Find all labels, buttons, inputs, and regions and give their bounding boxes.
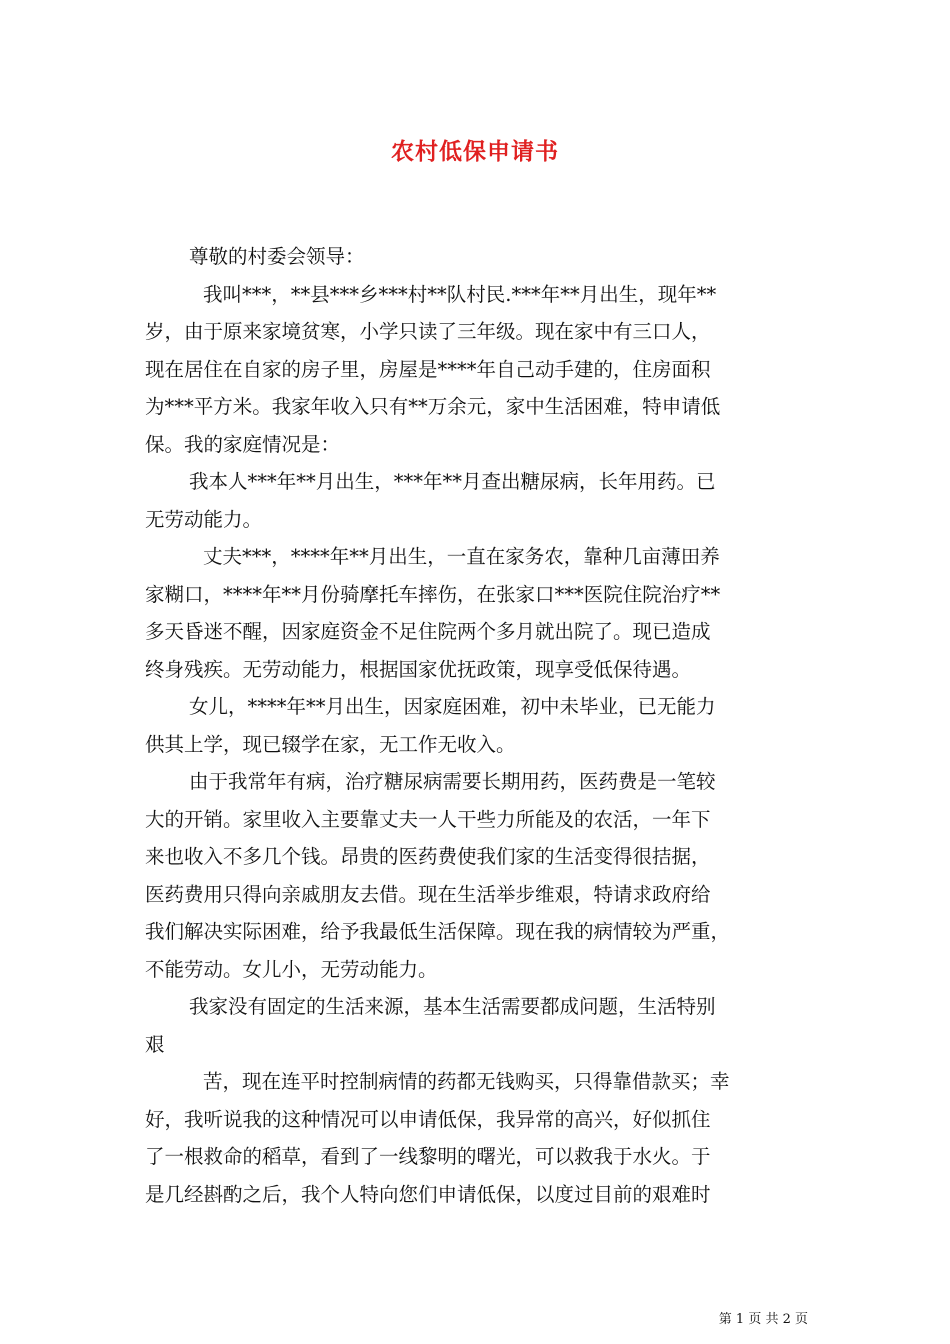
paragraph-line: 我本人***年**月出生，***年**月查出糖尿病，长年用药。已 xyxy=(189,470,716,493)
paragraph-line: 供其上学，现已辍学在家，无工作无收入。 xyxy=(145,732,516,756)
paragraph-line: 我叫***，**县***乡***村**队村民.***年**月出生，现年** xyxy=(203,282,717,306)
paragraph-line: 女儿，****年**月出生，因家庭困难，初中未毕业，已无能力 xyxy=(189,695,716,718)
paragraph-line: 现在居住在自家的房子里，房屋是****年自己动手建的，住房面积 xyxy=(145,357,711,381)
paragraph-line: 由于我常年有病，治疗糖尿病需要长期用药，医药费是一笔较 xyxy=(189,770,716,793)
paragraph-line: 苦，现在连平时控制病情的药都无钱购买，只得靠借款买；幸 xyxy=(203,1070,730,1093)
paragraph-line: 无劳动能力。 xyxy=(145,507,263,531)
salutation: 尊敬的村委会领导： xyxy=(189,245,365,268)
paragraph-line: 好，我听说我的这种情况可以申请低保，我异常的高兴，好似抓住 xyxy=(145,1107,711,1131)
paragraph-line: 来也收入不多几个钱。昂贵的医药费使我们家的生活变得很拮据， xyxy=(145,845,711,868)
paragraph-line: 终身残疾。无劳动能力，根据国家优抚政策，现享受低保待遇。 xyxy=(145,657,692,681)
paragraph-line: 丈夫***，****年**月出生，一直在家务农，靠种几亩薄田养 xyxy=(203,545,720,568)
paragraph-line: 为***平方米。我家年收入只有**万余元，家中生活困难，特申请低 xyxy=(145,395,721,418)
document-body xyxy=(145,238,810,1213)
paragraph-line: 医药费用只得向亲戚朋友去借。现在生活举步维艰，特请求政府给 xyxy=(145,882,711,906)
page-footer: 第 1 页 共 2 页 xyxy=(718,1312,808,1327)
paragraph-line: 家糊口，****年**月份骑摩托车摔伤，在张家口***医院住院治疗** xyxy=(145,582,721,606)
paragraph-line: 大的开销。家里收入主要靠丈夫一人干些力所能及的农活，一年下 xyxy=(145,807,711,831)
paragraph-line: 我们解决实际困难，给予我最低生活保障。现在我的病情较为严重， xyxy=(145,920,731,943)
paragraph-line: 保。我的家庭情况是： xyxy=(145,432,341,456)
paragraph-line: 岁，由于原来家境贫寒，小学只读了三年级。现在家中有三口人， xyxy=(145,320,711,343)
paragraph-line: 多天昏迷不醒，因家庭资金不足住院两个多月就出院了。现已造成 xyxy=(145,620,711,643)
paragraph-line: 艰 xyxy=(145,1032,165,1056)
page-title: 农村低保申请书 xyxy=(391,138,559,165)
paragraph-line: 了一根救命的稻草，看到了一线黎明的曙光，可以救我于水火。于 xyxy=(145,1145,711,1168)
paragraph-line: 我家没有固定的生活来源，基本生活需要都成问题，生活特别 xyxy=(189,995,716,1018)
paragraph-line: 是几经斟酌之后，我个人特向您们申请低保，以度过目前的艰难时 xyxy=(145,1182,711,1206)
paragraph-line: 不能劳动。女儿小，无劳动能力。 xyxy=(145,957,438,981)
